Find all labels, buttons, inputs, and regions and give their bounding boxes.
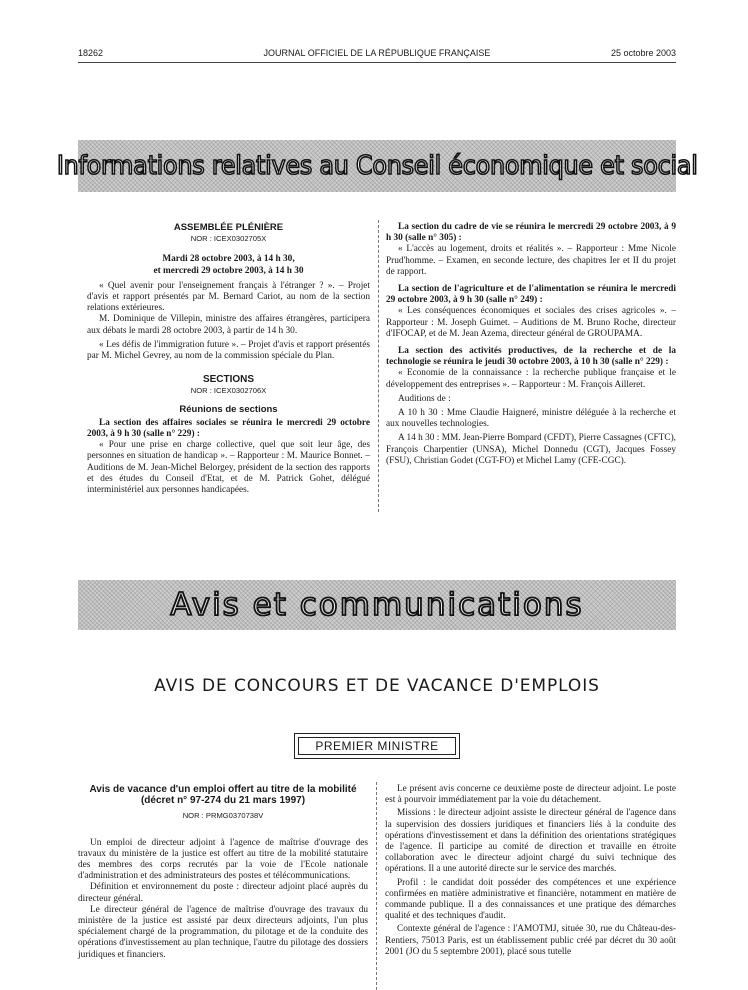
auditions-label: Auditions de : (398, 393, 451, 404)
audition-1: A 10 h 30 : Mme Claudie Haigneré, ministre déléguée à la recherche et aux nouvelles technologies. (386, 408, 676, 430)
assembly-title: ASSEMBLÉE PLÉNIÈRE (173, 222, 284, 233)
notice-p1: Un emploi de directeur adjoint à l'agence de maîtrise d'ouvrage des travaux du ministère de la justice est offert au titre de la mobilité statutaire des membres des corps recrutés par la voie de l'Ecole nationale d'administration et des administrateurs des postes et télécommunications. (78, 837, 368, 882)
notice-nor: NOR : PRMG0370738V (182, 811, 264, 821)
meeting-line-2: et mercredi 29 octobre 2003, à 14 h 30 (153, 265, 304, 276)
notice-r-p1: Le présent avis concerne ce deuxième poste de directeur adjoint. Le poste est à pourvoir immédiatement par la voie du détachement. (385, 784, 676, 806)
notice-p3: Le directeur général de l'agence de maîtrise d'ouvrage des travaux du ministère de la justice est assisté par deux directeurs adjoints, l'un plus spécialement chargé de la programmation, du pilotage et de la conduite des opérations d'investissement au plan technique, l'autre du pilotage des dossiers juridiques et financiers. (78, 904, 368, 960)
social-text: « Pour une prise en charge collective, quel que soit leur âge, des personnes en situation de handicap ». – Rapporteur : M. Maurice Bonnet. – Auditions de M. Jean-Michel Belorgey, président de la section des rapports et des études du Conseil d'Etat, et de M. Patrick Gohet, délégué interministériel aux personnes handicapées. (87, 440, 370, 496)
prod-text: « Economie de la connaissance : la recherche publique française et le développement des entreprises ». – Rapporteur : M. François Ailleret. (386, 368, 676, 390)
notice-r-p2: Missions : le directeur adjoint assiste le directeur général de l'agence dans la supervision des dossiers juridiques et financiers liés à la conduite des opérations d'investissement et dans la définition des orientations stratégiques de l'agence. Il participe au comité de direction et travaille en étroite collaboration avec le directeur adjoint chargé du suivi technique des opérations. Il a une autorité directe sur le service des marchés. (385, 808, 676, 875)
ministry-box-frame (298, 737, 456, 755)
reunions-title: Réunions de sections (179, 403, 278, 415)
agenda-item-2: M. Dominique de Villepin, ministre des affaires étrangères, participera aux débats le mardi 28 octobre 2003, à partir de 14 h 30. (87, 314, 370, 336)
banner-title: Informations relatives au Conseil économique et social (56, 151, 698, 181)
cadre-text: « L'accès au logement, droits et réalités ». – Rapporteur : Mme Nicole Prud'homme. – Examen, en seconde lecture, des chapitres Ier et II du projet de rapport. (386, 244, 676, 277)
banner-title: Avis et communications (170, 587, 584, 623)
agri-text: « Les conséquences économiques et sociales des crises agricoles ». – Rapporteur : M. Joseph Guimet. – Auditions de M. Bruno Roche, directeur d'IFOCAP, et de M. Jean Azema, directeur général de GROUPAMA. (386, 306, 676, 339)
ministry-label: PREMIER MINISTRE (315, 739, 439, 753)
agenda-item-3: « Les défis de l'immigration future ». – Projet d'avis et rapport présentés par M. Michel Gevrey, au nom de la commission spéciale du Plan. (87, 339, 370, 362)
notice-title-1: Avis de vacance d'un emploi offert au titre de la mobilité (89, 784, 357, 795)
notice-left-column (78, 784, 368, 961)
page-date: 25 octobre 2003 (610, 48, 676, 58)
ces-left-column (87, 222, 370, 496)
meeting-line-1: Mardi 28 octobre 2003, à 14 h 30, (162, 254, 295, 265)
header-rule (78, 62, 676, 63)
notice-title-2: (décret n° 97-274 du 21 mars 1997) (140, 795, 306, 807)
agenda-item-1: « Quel avenir pour l'enseignement français à l'étranger ? ». – Projet d'avis et rapport présentés par M. Bernard Cariot, au nom de la section relations extérieures. (87, 280, 370, 314)
cadre-intro: La section du cadre de vie se réunira le mercredi 29 octobre 2003, à 9 h 30 (salle n° 305) : (386, 222, 676, 244)
ces-right-column (386, 222, 676, 467)
agri-intro: La section de l'agriculture et de l'alimentation se réunira le mercredi 29 octobre 2003, à 9 h 30 (salle n° 249) : (386, 284, 676, 306)
journal-title: JOURNAL OFFICIEL DE LA RÉPUBLIQUE FRANÇAISE (263, 48, 491, 58)
sections-title: SECTIONS (202, 374, 255, 386)
ministry-box (294, 733, 460, 759)
social-intro: La section des affaires sociales se réunira le mercredi 29 octobre 2003, à 9 h 30 (salle n° 229) : (87, 417, 370, 440)
assembly-nor: NOR : ICEX0302705X (190, 234, 267, 244)
notice-right-column (385, 784, 676, 958)
column-divider (378, 220, 379, 512)
concours-title: AVIS DE CONCOURS ET DE VACANCE D'EMPLOIS (154, 676, 600, 696)
section-banner-ces (56, 140, 698, 192)
column-divider (376, 782, 377, 990)
prod-intro: La section des activités productives, de la recherche et de la technologie se réunira le jeudi 30 octobre 2003, à 10 h 30 (salle n° 229) : (386, 346, 676, 368)
notice-r-p3: Profil : le candidat doit posséder des compétences et une expérience confirmées en matière administrative et financière, notamment en matière de commande publique. Il a des connaissances et une pratique des démarches qualité et des techniques d'audit. (385, 877, 676, 922)
audition-2: A 14 h 30 : MM. Jean-Pierre Bompard (CFDT), Pierre Cassagnes (CFTC), François Charpentier (UNSA), Michel Donnedu (CGT), Jacques Fossey (FSU), Christian Godet (CGT-FO) et Michel Lamy (CFE-CGC). (386, 433, 676, 466)
sections-nor: NOR : ICEX0302706X (190, 386, 267, 396)
page-number: 18262 (78, 48, 104, 58)
notice-p2: Définition et environnement du poste : directeur adjoint placé auprès du directeur général. (78, 882, 368, 904)
section-banner-avis (78, 580, 676, 630)
notice-r-p4: Contexte général de l'agence : l'AMOTMJ, située 30, rue du Château-des-Rentiers, 75013 Paris, est un établissement public créé par décret du 30 août 2001 (JO du 5 septembre 2001), placé sous tutelle (385, 924, 676, 957)
